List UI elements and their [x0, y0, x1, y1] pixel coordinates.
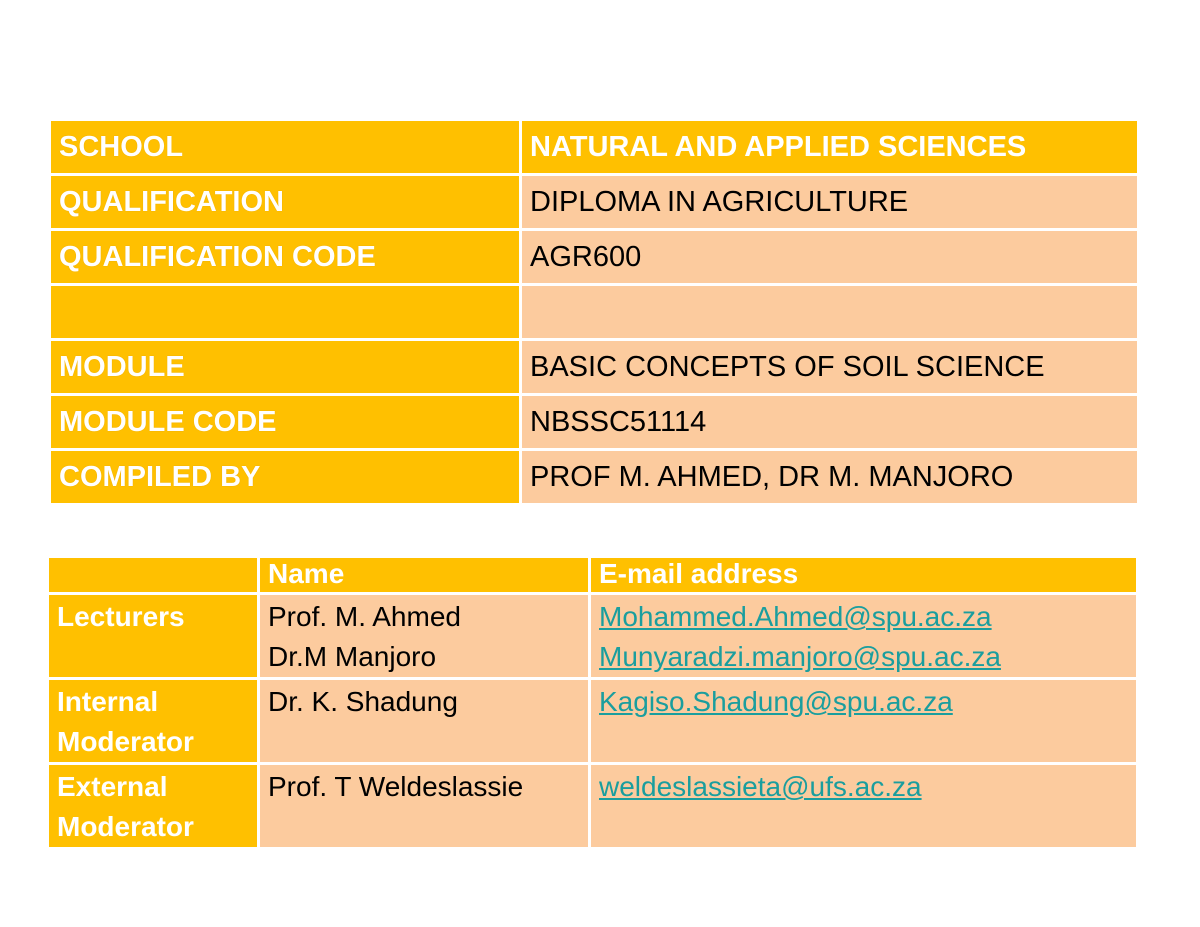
email-cell: [590, 679, 1138, 764]
info-value: AGR600: [521, 230, 1139, 285]
contacts-row-lecturers: [48, 594, 1138, 679]
info-row-qualification: [50, 175, 1139, 230]
info-label: COMPILED BY: [50, 450, 521, 505]
email-link[interactable]: Kagiso.Shadung@spu.ac.za: [599, 686, 953, 717]
person-name: Prof. T Weldeslassie: [268, 771, 524, 802]
module-info-table: [48, 118, 1140, 506]
name-cell: [259, 679, 590, 764]
name-cell: [259, 594, 590, 679]
info-row-school: [50, 120, 1139, 175]
info-value: BASIC CONCEPTS OF SOIL SCIENCE: [521, 340, 1139, 395]
info-label: [50, 285, 521, 340]
person-name: Prof. M. Ahmed: [268, 601, 461, 632]
info-row-qualification-code: [50, 230, 1139, 285]
email-link[interactable]: Munyaradzi.manjoro@spu.ac.za: [599, 641, 1001, 672]
email-link[interactable]: weldeslassieta@ufs.ac.za: [599, 771, 922, 802]
info-label: QUALIFICATION CODE: [50, 230, 521, 285]
contacts-row-external-moderator: [48, 764, 1138, 849]
info-value: PROF M. AHMED, DR M. MANJORO: [521, 450, 1139, 505]
email-cell: [590, 594, 1138, 679]
info-label: MODULE CODE: [50, 395, 521, 450]
role-label: External Moderator: [48, 764, 259, 849]
info-value: NATURAL AND APPLIED SCIENCES: [521, 120, 1139, 175]
info-row-module: [50, 340, 1139, 395]
info-label: MODULE: [50, 340, 521, 395]
info-label: SCHOOL: [50, 120, 521, 175]
info-row-module-code: [50, 395, 1139, 450]
info-label: QUALIFICATION: [50, 175, 521, 230]
info-row-compiled-by: [50, 450, 1139, 505]
header-blank: [48, 557, 259, 594]
email-link[interactable]: Mohammed.Ahmed@spu.ac.za: [599, 601, 992, 632]
person-name: Dr.M Manjoro: [268, 641, 437, 672]
info-value: [521, 285, 1139, 340]
contacts-header-row: [48, 557, 1138, 594]
name-cell: [259, 764, 590, 849]
role-label: Internal Moderator: [48, 679, 259, 764]
contacts-row-internal-moderator: [48, 679, 1138, 764]
email-cell: [590, 764, 1138, 849]
person-name: Dr. K. Shadung: [268, 686, 458, 717]
info-value: DIPLOMA IN AGRICULTURE: [521, 175, 1139, 230]
contacts-table: [46, 555, 1139, 850]
info-value: NBSSC51114: [521, 395, 1139, 450]
info-row-empty: [50, 285, 1139, 340]
role-label: Lecturers: [48, 594, 259, 679]
header-email: E-mail address: [590, 557, 1138, 594]
header-name: Name: [259, 557, 590, 594]
